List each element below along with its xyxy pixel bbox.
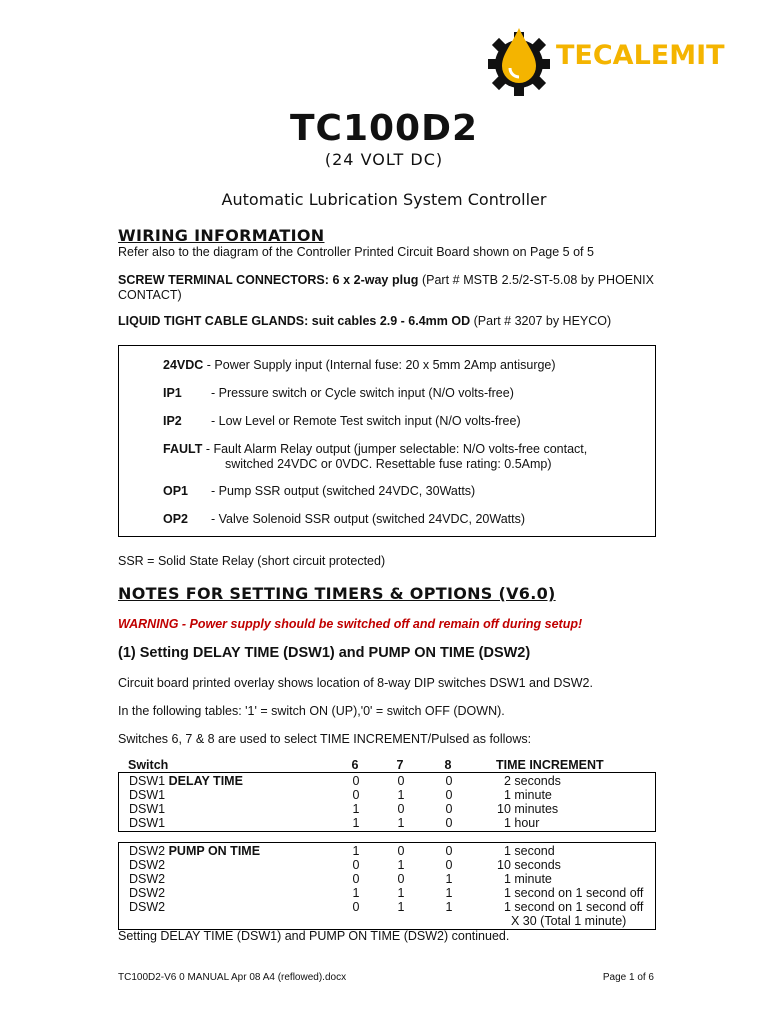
terminal-desc: - Power Supply input (Internal fuse: 20 x 5mm 2Amp antisurge) xyxy=(203,358,556,372)
notes-heading: NOTES FOR SETTING TIMERS & OPTIONS (V6.0) xyxy=(118,584,556,603)
warning-text: WARNING - Power supply should be switched off and remain off during setup! xyxy=(118,617,583,631)
table-row xyxy=(119,900,657,914)
cell-8: 1 xyxy=(445,886,453,900)
wiring-heading: WIRING INFORMATION xyxy=(118,226,325,245)
cell-increment: 2 seconds xyxy=(497,774,561,788)
terminal-desc: - Pump SSR output (switched 24VDC, 30Watts) xyxy=(211,484,476,498)
footer-page-number: Page 1 of 6 xyxy=(602,972,654,983)
cell-8: 1 xyxy=(445,872,453,886)
cell-8: 0 xyxy=(445,788,453,802)
cell-increment: 1 second xyxy=(497,844,555,858)
note-paragraph: In the following tables: '1' = switch ON (UP),'0' = switch OFF (DOWN). xyxy=(118,704,505,718)
row-switch: DSW2 xyxy=(129,886,166,900)
cell-7: 1 xyxy=(397,816,405,830)
cell-increment: 1 second on 1 second off xyxy=(497,900,644,914)
cell-7: 0 xyxy=(397,844,405,858)
table-row xyxy=(119,914,657,928)
terminal-row xyxy=(163,484,475,499)
terminal-desc: - Pressure switch or Cycle switch input (N/O volts-free) xyxy=(211,386,514,400)
cell-increment: 10 minutes xyxy=(497,802,559,816)
cable-gland-label: LIQUID TIGHT CABLE GLANDS: suit cables 2.9 - 6.4mm OD xyxy=(118,314,471,328)
cell-8: 1 xyxy=(445,900,453,914)
cell-7: 1 xyxy=(397,788,405,802)
cell-8: 0 xyxy=(445,774,453,788)
cell-7: 1 xyxy=(397,886,405,900)
cable-gland-part: (Part # 3207 by HEYCO) xyxy=(470,314,612,328)
row-switch: DSW2 xyxy=(129,872,166,886)
header-6: 6 xyxy=(351,758,359,772)
header-time-increment: TIME INCREMENT xyxy=(496,758,604,772)
cell-7: 0 xyxy=(397,774,405,788)
cell-6: 1 xyxy=(352,844,360,858)
cell-6: 1 xyxy=(352,886,360,900)
dsw2-group xyxy=(118,842,656,930)
wiring-refer: Refer also to the diagram of the Controller Printed Circuit Board shown on Page 5 of 5 xyxy=(118,245,594,259)
document-heading: Automatic Lubrication System Controller xyxy=(221,190,547,209)
row-switch: DSW1 xyxy=(129,802,166,816)
footer-filename: TC100D2-V6 0 MANUAL Apr 08 A4 (reflowed).docx xyxy=(118,972,347,983)
note-paragraph: Circuit board printed overlay shows location of 8-way DIP switches DSW1 and DSW2. xyxy=(118,676,593,690)
table-row xyxy=(119,774,657,788)
terminal-row xyxy=(163,358,556,373)
table-continued-note: Setting DELAY TIME (DSW1) and PUMP ON TIME (DSW2) continued. xyxy=(118,929,510,943)
cell-increment: 1 hour xyxy=(497,816,540,830)
table-row xyxy=(119,788,657,802)
terminal-desc: - Valve Solenoid SSR output (switched 24VDC, 20Watts) xyxy=(211,512,526,526)
screw-terminal-label: SCREW TERMINAL CONNECTORS: 6 x 2-way plug xyxy=(118,273,419,287)
gear-droplet-icon xyxy=(486,26,552,98)
row-switch: DSW1 xyxy=(129,816,166,830)
cell-6: 1 xyxy=(352,802,360,816)
row-switch: DSW1 xyxy=(129,788,166,802)
cell-6: 0 xyxy=(352,872,360,886)
cell-7: 1 xyxy=(397,900,405,914)
cell-increment: 1 second on 1 second off xyxy=(497,886,644,900)
table-row xyxy=(119,886,657,900)
table-header xyxy=(118,758,658,773)
screw-terminal-info xyxy=(118,273,654,303)
row-switch: DSW2 xyxy=(129,900,166,914)
cell-increment: 1 minute xyxy=(497,872,552,886)
cell-6: 0 xyxy=(352,858,360,872)
row-switch: DSW2 xyxy=(129,858,166,872)
table-row xyxy=(119,816,657,830)
cell-7: 0 xyxy=(397,872,405,886)
cell-6: 0 xyxy=(352,774,360,788)
terminal-desc-cont: switched 24VDC or 0VDC. Resettable fuse rating: 0.5Amp) xyxy=(225,457,552,471)
table-row xyxy=(119,872,657,886)
terminal-row xyxy=(163,512,525,527)
terminal-box xyxy=(118,345,656,537)
logo-wordmark: TECALEMIT xyxy=(556,40,725,71)
cell-8: 0 xyxy=(445,858,453,872)
cell-6: 1 xyxy=(352,816,360,830)
cell-increment: 1 minute xyxy=(497,788,552,802)
cell-increment: 10 seconds xyxy=(497,858,561,872)
document-title: TC100D2 xyxy=(289,108,479,149)
document-subtitle: (24 VOLT DC) xyxy=(324,150,444,169)
cell-8: 0 xyxy=(445,816,453,830)
note-paragraph: Switches 6, 7 & 8 are used to select TIME INCREMENT/Pulsed as follows: xyxy=(118,732,532,746)
dsw1-group xyxy=(118,772,656,832)
header-7: 7 xyxy=(396,758,404,772)
terminal-key: IP2 xyxy=(163,414,182,428)
terminal-key: OP1 xyxy=(163,484,189,498)
cell-increment-extra: X 30 (Total 1 minute) xyxy=(511,914,627,928)
screw-terminal-part: (Part # MSTB 2.5/2-ST-5.08 by PHOENIX CONTACT) xyxy=(118,273,654,302)
terminal-row xyxy=(163,386,514,401)
row-switch: DSW2 PUMP ON TIME xyxy=(129,844,261,858)
tecalemit-logo xyxy=(486,26,748,98)
table-row xyxy=(119,844,657,858)
cable-gland-info xyxy=(118,314,654,329)
header-switch: Switch xyxy=(128,758,169,772)
cell-8: 0 xyxy=(445,802,453,816)
terminal-row xyxy=(163,414,521,429)
terminal-desc: - Fault Alarm Relay output (jumper selectable: N/O volts-free contact, xyxy=(202,442,588,456)
row-switch: DSW1 DELAY TIME xyxy=(129,774,243,788)
terminal-key: IP1 xyxy=(163,386,182,400)
cell-7: 0 xyxy=(397,802,405,816)
cell-6: 0 xyxy=(352,900,360,914)
terminal-key: FAULT xyxy=(163,442,203,456)
section-1-heading: (1) Setting DELAY TIME (DSW1) and PUMP ON TIME (DSW2) xyxy=(118,645,531,661)
terminal-key: 24VDC xyxy=(163,358,204,372)
cell-8: 0 xyxy=(445,844,453,858)
table-row xyxy=(119,802,657,816)
terminal-row xyxy=(163,442,587,472)
terminal-desc: - Low Level or Remote Test switch input (N/O volts-free) xyxy=(211,414,521,428)
cell-6: 0 xyxy=(352,788,360,802)
ssr-note: SSR = Solid State Relay (short circuit protected) xyxy=(118,554,386,568)
cell-7: 1 xyxy=(397,858,405,872)
terminal-key: OP2 xyxy=(163,512,189,526)
table-row xyxy=(119,858,657,872)
header-8: 8 xyxy=(444,758,452,772)
